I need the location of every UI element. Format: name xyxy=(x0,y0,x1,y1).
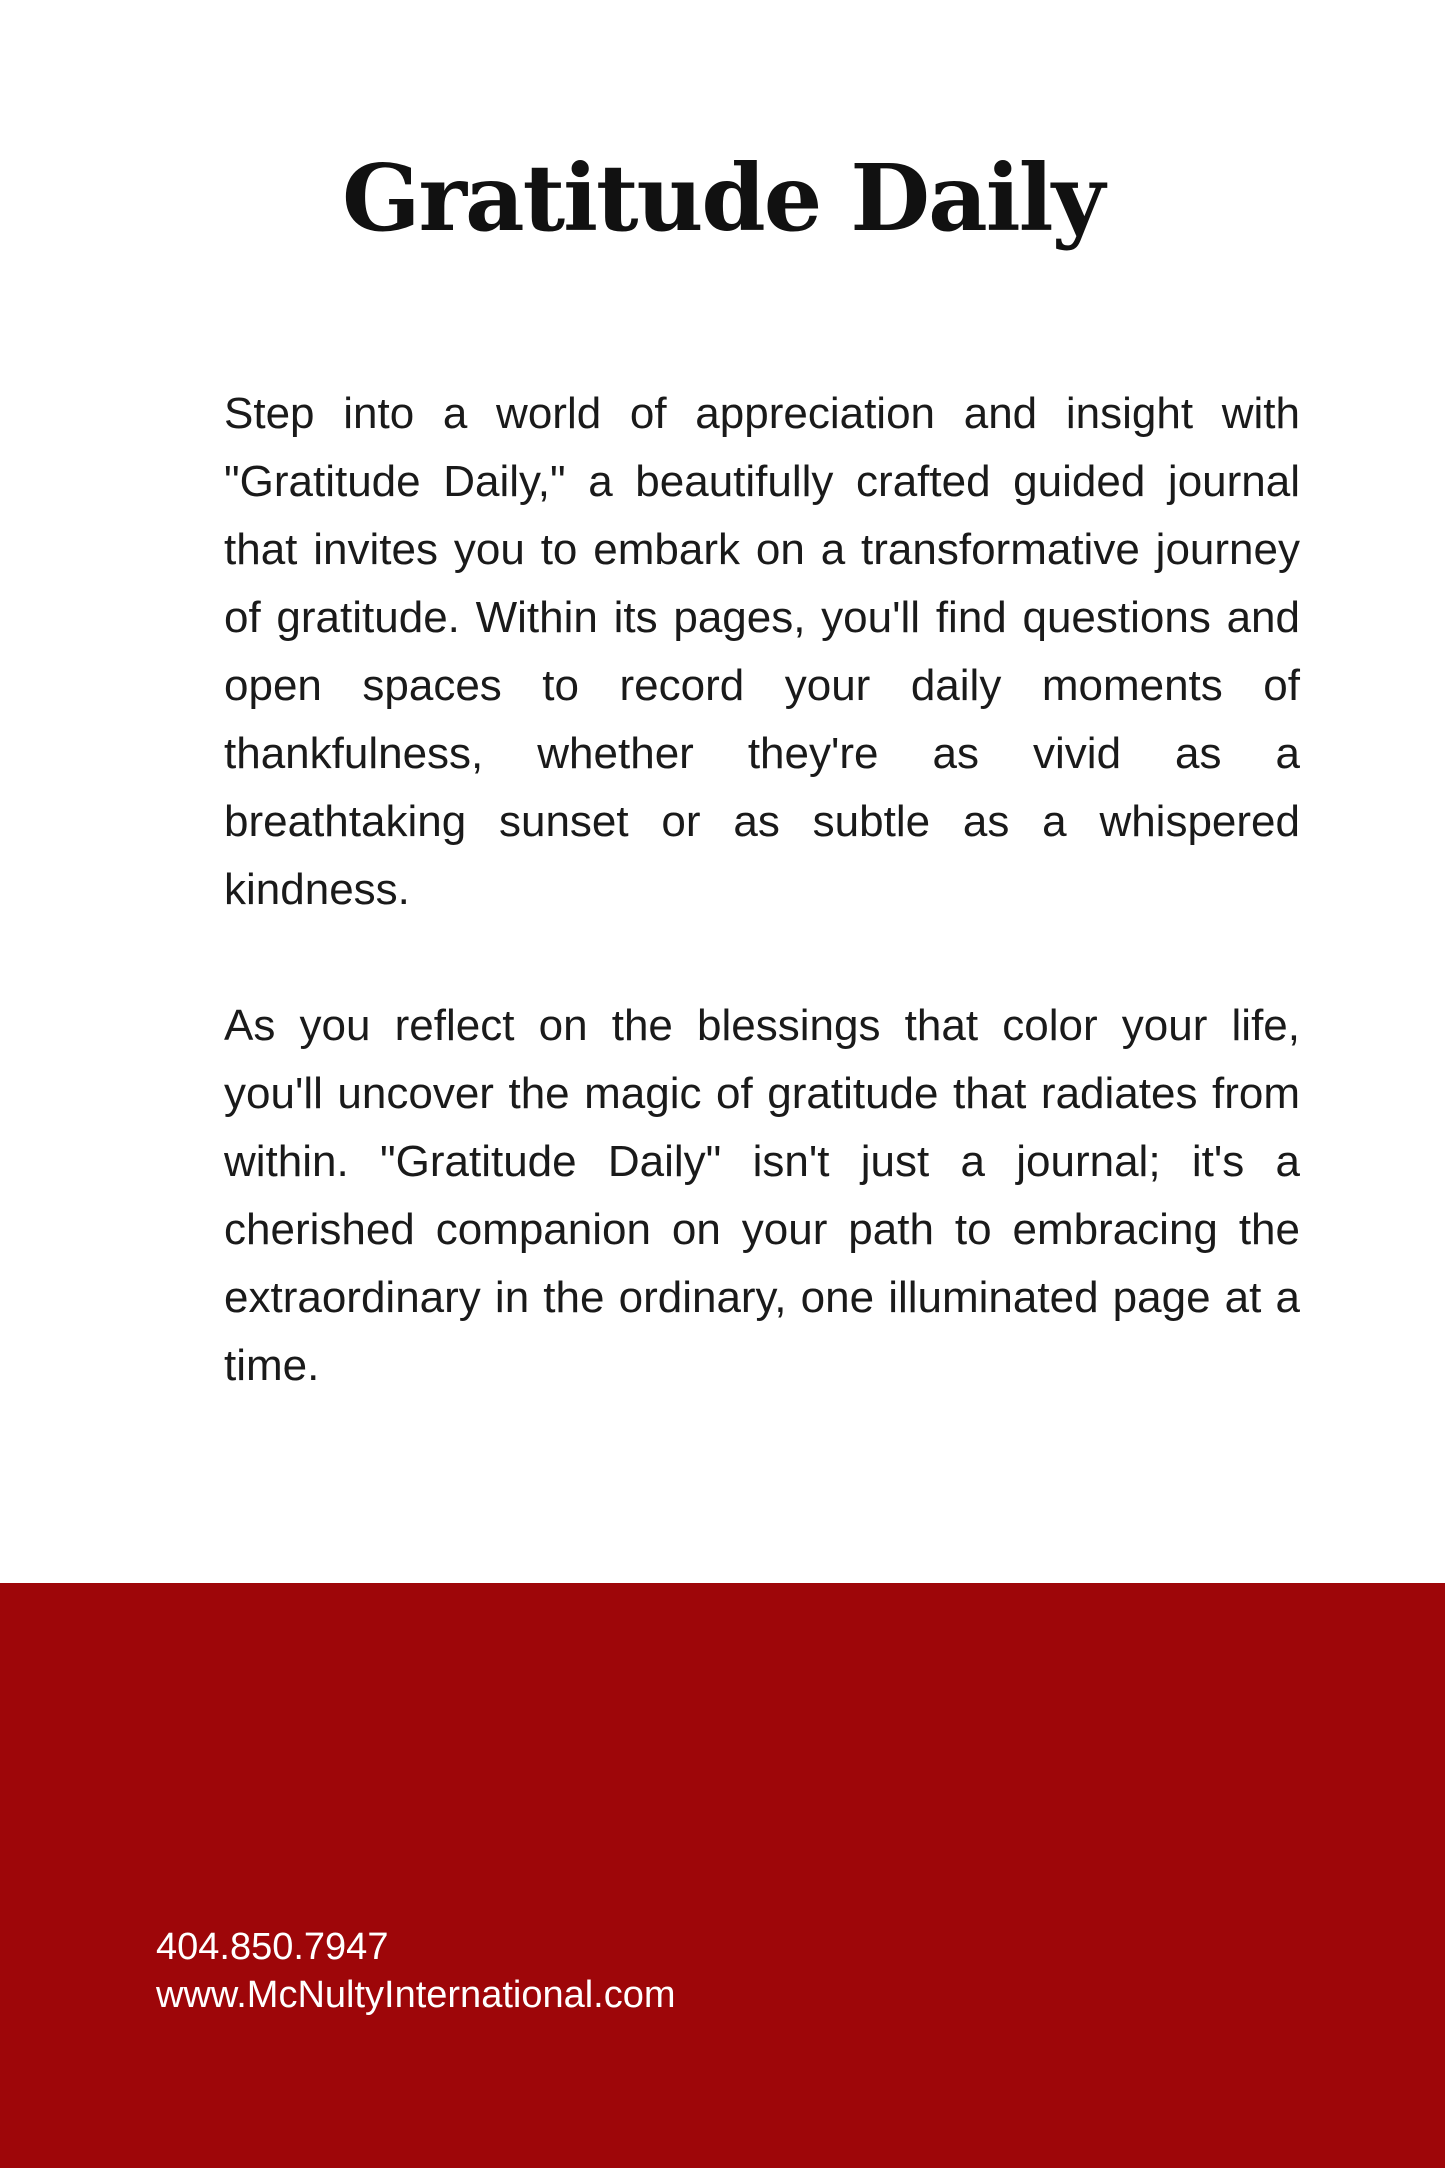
footer-band xyxy=(0,1583,1445,2168)
phone-number: 404.850.7947 xyxy=(156,1926,389,1968)
description-paragraph-1: Step into a world of appreciation and insight with "Gratitude Daily," a beautifully crafted guided journal that invites you to embark on a transformative journey of gratitude. Within its pages, you'll find questions and open spaces to record your daily moments of thankfulness, whether they're as vivid as a breathtaking sunset or as subtle as a whispered kindness. xyxy=(224,389,1300,914)
page-title: Gratitude Daily xyxy=(341,144,1104,252)
contact-info xyxy=(156,1923,676,2019)
description-block xyxy=(224,380,1300,1468)
website-link[interactable]: www.McNultyInternational.com xyxy=(156,1974,676,2016)
description-paragraph-2: As you reflect on the blessings that color your life, you'll uncover the magic of gratitude that radiates from within. "Gratitude Daily" isn't just a journal; it's a cherished companion on your path to embracing the extraordinary in the ordinary, one illuminated page at a time. xyxy=(224,1001,1300,1390)
